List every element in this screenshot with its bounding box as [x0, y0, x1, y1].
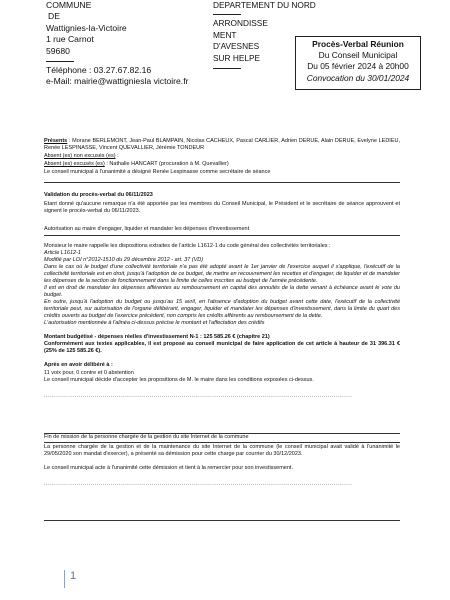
excuses-names: : Nathalie HANCART (procuration à M. Quevallier)	[104, 161, 229, 167]
article-modified: Modifié par LOI n°2012-1510 du 29 décembre 2012 - art. 37 (VD)	[44, 257, 204, 263]
validation-title: Validation du procès-verbal du 06/11/2023	[44, 192, 153, 198]
website-title-divider	[44, 442, 400, 443]
arrondissement-line-4: SUR HELPE	[213, 52, 261, 63]
article-ref: Article L1612-1	[44, 250, 81, 256]
article-paragraph-3: En outre, jusqu'à l'adoption du budget ou jusqu'au 15 avril, en l'absence d'adoption du budget avant cette date, l'exécutif de la collectivité territoriale peut, sur autorisation de l'organe délibérant, engager, liquider et mandater les dépenses d'investissement, dans la limite du quart des crédits ouverts au budget de l'exercice précédent, non compris les crédits afférents au remboursement de la dette.	[44, 299, 400, 319]
page-number: 1	[70, 570, 77, 582]
minutes-title: Procès-Verbal Réunion	[312, 39, 404, 49]
budget-dotted-separator: ........................................................................................................................................................	[44, 393, 353, 399]
department-name: DEPARTEMENT DU NORD	[213, 0, 316, 10]
meeting-date: Du 05 février 2024 à 20h00	[307, 61, 409, 72]
town-name: Wattignies-la-Victoire	[46, 22, 127, 33]
website-dotted-separator: ........................................................................................................................................................	[44, 481, 353, 487]
commune-de-label: DE	[48, 11, 60, 22]
budget-section-title: Autorisation au maire d'engager, liquider et mandater les dépenses d'investissement	[44, 226, 250, 232]
arrondissement-line-3: D'AVESNES	[213, 41, 260, 52]
vote-result: 11 voix pour, 0 contre et 0 abstention	[44, 370, 134, 376]
phone-number: Téléphone : 03.27.67.82.16	[46, 65, 152, 76]
budget-intro: Monsieur le maire rappelle les dispositions extraites de l'article L1612-1 du code général des collectivités territoriales :	[44, 243, 331, 249]
article-paragraph-4: L'autorisation mentionnée à l'alinéa ci-dessus précise le montant et l'affectation des crédits	[44, 320, 265, 326]
excuses-label: Absent (es) excusés (es)	[44, 161, 105, 167]
header-mid-divider	[213, 14, 241, 15]
website-body: La personne chargée de la gestion et de la maintenance du site Internet de la commune (le conseil municipal avait validé à l'unanimité le 29/05/2020 son mandat d'exercer), a présenté sa démission pour cette charge par courrier du 30/12/2023.	[44, 444, 400, 457]
absents-names: :	[115, 153, 119, 159]
budget-amount-line: Montant budgétisé - dépenses réelles d'investissement N-1 : 125 585.26 € (chapitre 21)	[44, 334, 270, 340]
convocation-date: Convocation du 30/01/2024	[306, 72, 410, 83]
arrondissement-line-1: ARRONDISSE	[213, 18, 268, 29]
commune-address-block	[46, 0, 188, 88]
validation-body: Etant donné qu'aucune remarque n'a été apportée par les membres du Conseil Municipal, le Président et le secrétaire de séance approuvent et signent le procès-verbal du 06/11/2023.	[44, 201, 400, 214]
absents-label: Absent (es) non excusés (es)	[44, 153, 116, 159]
website-section-bottom-divider	[44, 520, 400, 521]
budget-section-body	[44, 243, 400, 400]
arrondissement-line-2: MENT	[213, 29, 237, 40]
minutes-title-box	[295, 36, 421, 90]
budget-section-title-wrap	[44, 226, 400, 233]
article-paragraph-2: Il est en droit de mandater les dépenses afférentes au remboursement en capital des annuités de la dette venant à échéance avant le vote du budget.	[44, 285, 400, 298]
email-address: e-Mail: mairie@wattigniesla victoire.fr	[46, 76, 189, 87]
header-left-divider	[46, 61, 74, 62]
minutes-subtitle: Du Conseil Municipal	[318, 50, 398, 61]
budget-decision: Le conseil municipal décide d'accepter les propositions de M. le maire dans les conditions exposées ci-dessus.	[44, 377, 314, 383]
website-section-title: Fin de mission de la personne chargée de la gestion du site Internet de la commune	[44, 434, 249, 440]
article-paragraph-1: Dans le cas où le budget d'une collectivité territoriale n'a pas été adopté avant le 1er janvier de l'exercice auquel il s'applique, l'exécutif de la collectivité territoriale est en droit, jusqu'à l'adoption de ce budget, de mettre en recouvrement les recettes et d'engager, de liquider et de mandater les dépenses de la section de fonctionnement dans la limite de celles inscrites au budget de l'année précédente.	[44, 264, 400, 284]
website-section-body	[44, 444, 400, 488]
attendance-divider	[44, 182, 400, 183]
validation-section	[44, 192, 400, 215]
presents-label: Présents	[44, 138, 68, 144]
postcode: 59680	[46, 45, 70, 56]
absents-line	[44, 153, 400, 160]
presents-names: : Morane BERLEMONT, Jean-Paul BLAMPAIN, Nicolas CACHEUX, Pascal CARLIER, Adrien DERUE, Alain DERUE, Evelyne LEDIEU, Renée LESPINASSE, Vincent QUEVALLIER, Jérémie TONDEUR	[44, 138, 400, 151]
excuses-line	[44, 161, 400, 168]
website-title-wrap	[44, 434, 400, 441]
page-number-bar	[64, 570, 65, 588]
proposal-line: Conformément aux textes applicables, il est proposé au conseil municipal de faire application de cet article à hauteur de 31 396.31 € (25% de 125 585.26 €).	[44, 341, 400, 354]
secretary-line: Le conseil municipal à l'unanimité a désigné Renée Lespinasse comme secrétaire de séance	[44, 169, 271, 175]
website-decision: Le conseil municipal acte à l'unanimité cette démission et tient à la remercier pour son investissement.	[44, 465, 293, 471]
deliberation-label: Après en avoir délibéré à :	[44, 362, 113, 368]
commune-label: COMMUNE	[46, 0, 92, 10]
street-address: 1 rue Carnot	[46, 34, 94, 45]
budget-title-divider	[44, 235, 400, 236]
presents-line	[44, 138, 400, 152]
attendance-section	[44, 138, 400, 176]
header-mid-divider-bottom	[213, 68, 241, 69]
